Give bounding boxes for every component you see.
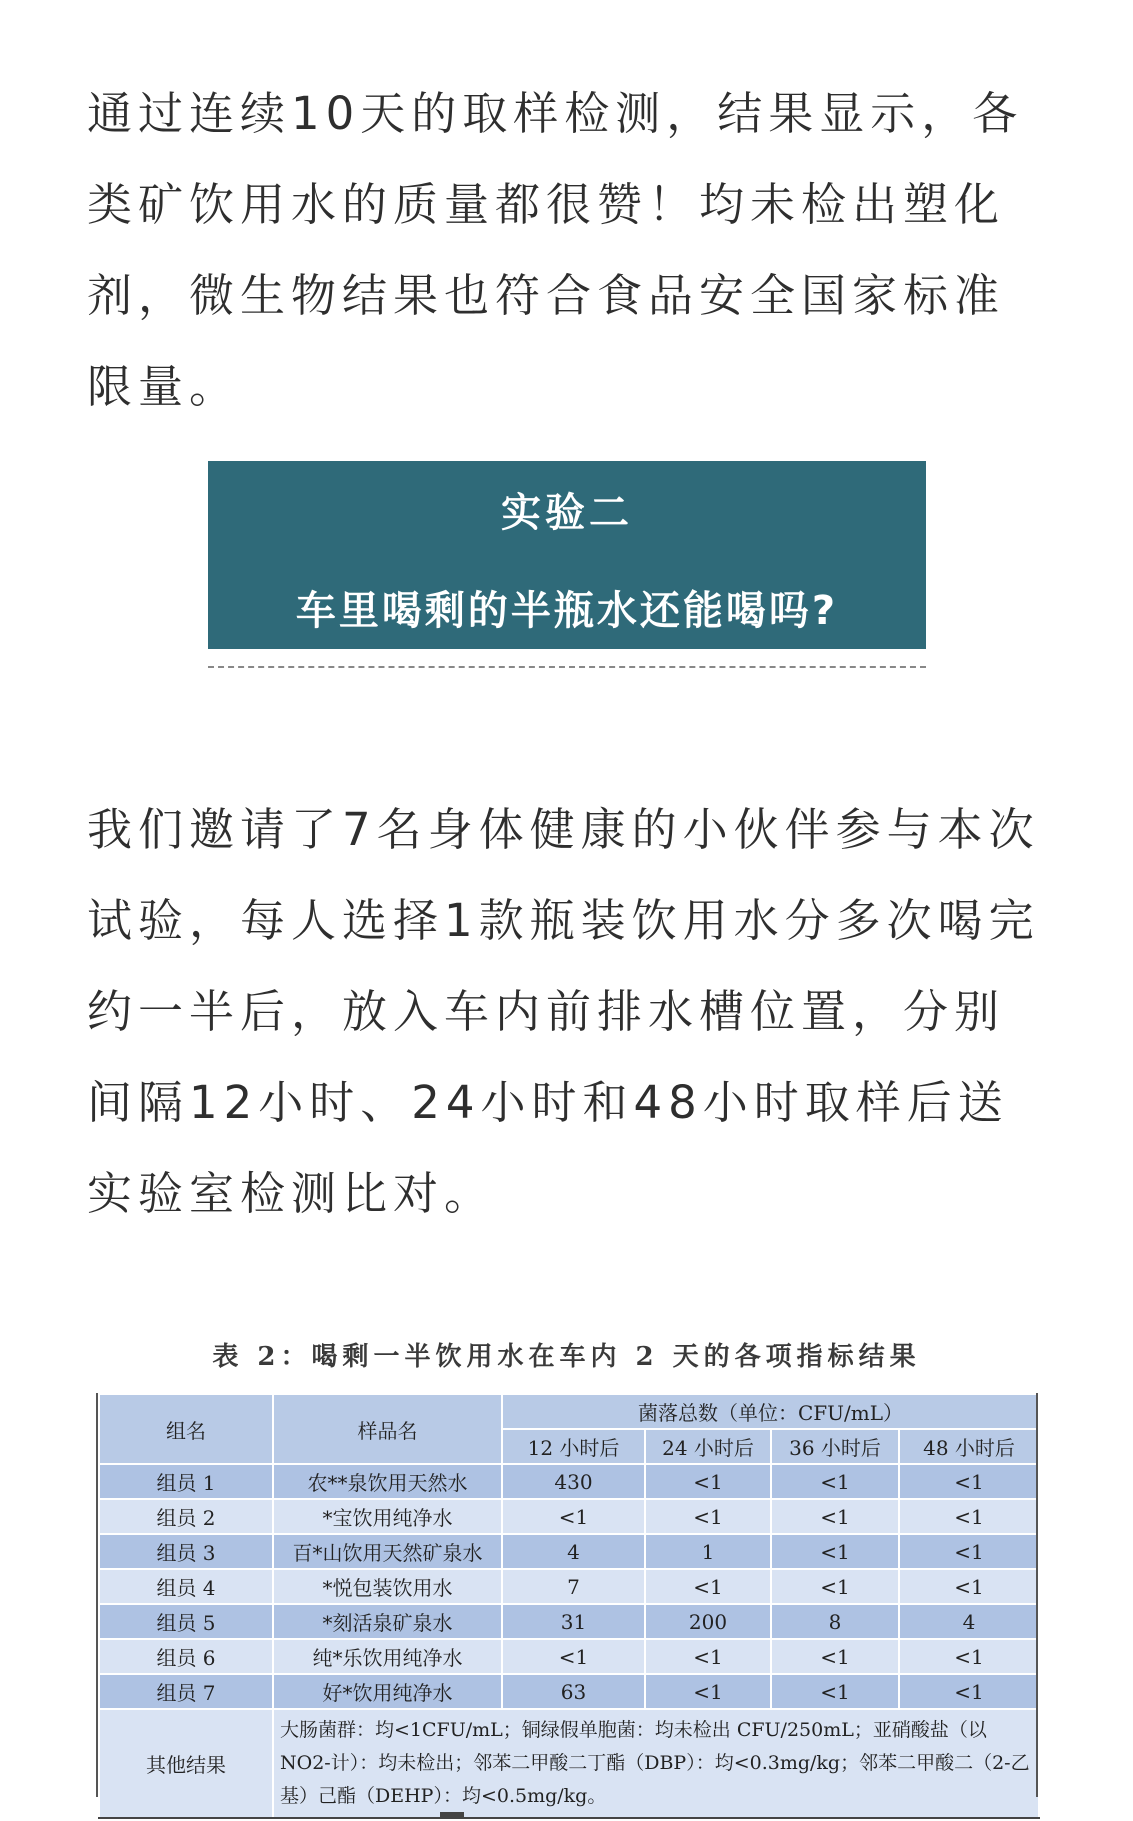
cell-value: <1 — [899, 1674, 1039, 1709]
cell-sample: 百*山饮用天然矿泉水 — [273, 1534, 502, 1569]
cell-value: 430 — [502, 1464, 645, 1499]
cell-group: 组员 4 — [99, 1569, 273, 1604]
cell-sample: *悦包装饮用水 — [273, 1569, 502, 1604]
cell-group: 组员 3 — [99, 1534, 273, 1569]
cell-value: <1 — [645, 1499, 771, 1534]
cell-group: 组员 5 — [99, 1604, 273, 1639]
header-sample: 样品名 — [273, 1394, 502, 1464]
cell-value: <1 — [771, 1674, 899, 1709]
table-header-row — [99, 1394, 1039, 1429]
cell-value: <1 — [502, 1639, 645, 1674]
cell-value: <1 — [645, 1674, 771, 1709]
header-time-48h: 48 小时后 — [899, 1429, 1039, 1464]
results-table — [98, 1393, 1040, 1819]
cell-value: 4 — [899, 1604, 1039, 1639]
cell-value: <1 — [771, 1569, 899, 1604]
header-time-24h: 24 小时后 — [645, 1429, 771, 1464]
other-results-row — [99, 1709, 1039, 1818]
table-right-border — [1036, 1393, 1038, 1797]
cell-value: <1 — [645, 1569, 771, 1604]
cell-group: 组员 2 — [99, 1499, 273, 1534]
cell-value: <1 — [771, 1534, 899, 1569]
cell-value: 4 — [502, 1534, 645, 1569]
intro-paragraph: 通过连续10天的取样检测，结果显示，各类矿饮用水的质量都很赞！均未检出塑化剂，微生物结果也符合食品安全国家标准限量。 — [87, 87, 1024, 413]
cell-sample: *刻活泉矿泉水 — [273, 1604, 502, 1639]
cell-value: 1 — [645, 1534, 771, 1569]
cell-value: <1 — [645, 1464, 771, 1499]
cell-value: <1 — [899, 1534, 1039, 1569]
cell-value: <1 — [771, 1499, 899, 1534]
table-row — [99, 1499, 1039, 1534]
table-row — [99, 1604, 1039, 1639]
method-paragraph: 我们邀请了7名身体健康的小伙伴参与本次试验，每人选择1款瓶装饮用水分多次喝完约一半后，放入车内前排水槽位置，分别间隔12小时、24小时和48小时取样后送实验室检测比对。 — [87, 803, 1040, 1220]
cell-group: 组员 1 — [99, 1464, 273, 1499]
cell-value: <1 — [899, 1569, 1039, 1604]
banner-title: 实验二 — [501, 490, 633, 536]
dashed-divider — [208, 666, 926, 668]
other-results-text: 大肠菌群：均<1CFU/mL；铜绿假单胞菌：均未检出 CFU/250mL；亚硝酸盐（以 NO2-计）：均未检出；邻苯二甲酸二丁酯（DBP）：均<0.3mg/kg；邻苯二甲酸二（2-乙基）己酯（DEHP）：均<0.5mg/kg。 — [273, 1709, 1039, 1818]
banner-subtitle: 车里喝剩的半瓶水还能喝吗? — [295, 588, 839, 634]
cell-value: <1 — [645, 1639, 771, 1674]
cell-value: <1 — [899, 1639, 1039, 1674]
experiment-banner — [208, 461, 926, 649]
table-row — [99, 1674, 1039, 1709]
table-title: 表 2：喝剩一半饮用水在车内 2 天的各项指标结果 — [212, 1342, 921, 1372]
cell-value: 63 — [502, 1674, 645, 1709]
cell-group: 组员 6 — [99, 1639, 273, 1674]
cell-value: 200 — [645, 1604, 771, 1639]
cell-value: <1 — [502, 1499, 645, 1534]
header-colony: 菌落总数（单位：CFU/mL） — [502, 1394, 1039, 1429]
cell-value: 31 — [502, 1604, 645, 1639]
cell-value: <1 — [771, 1639, 899, 1674]
header-group: 组名 — [99, 1394, 273, 1464]
table-left-border — [96, 1393, 98, 1797]
table-row — [99, 1569, 1039, 1604]
cell-value: 8 — [771, 1604, 899, 1639]
table-row — [99, 1534, 1039, 1569]
header-time-12h: 12 小时后 — [502, 1429, 645, 1464]
cell-sample: 农**泉饮用天然水 — [273, 1464, 502, 1499]
cell-sample: *宝饮用纯净水 — [273, 1499, 502, 1534]
cell-sample: 好*饮用纯净水 — [273, 1674, 502, 1709]
cropped-mark — [440, 1812, 464, 1818]
cell-value: <1 — [899, 1499, 1039, 1534]
cell-value: <1 — [771, 1464, 899, 1499]
header-time-36h: 36 小时后 — [771, 1429, 899, 1464]
cell-value: 7 — [502, 1569, 645, 1604]
cell-value: <1 — [899, 1464, 1039, 1499]
cell-group: 组员 7 — [99, 1674, 273, 1709]
table-row — [99, 1639, 1039, 1674]
cell-sample: 纯*乐饮用纯净水 — [273, 1639, 502, 1674]
table-row — [99, 1464, 1039, 1499]
other-results-label: 其他结果 — [99, 1709, 273, 1818]
